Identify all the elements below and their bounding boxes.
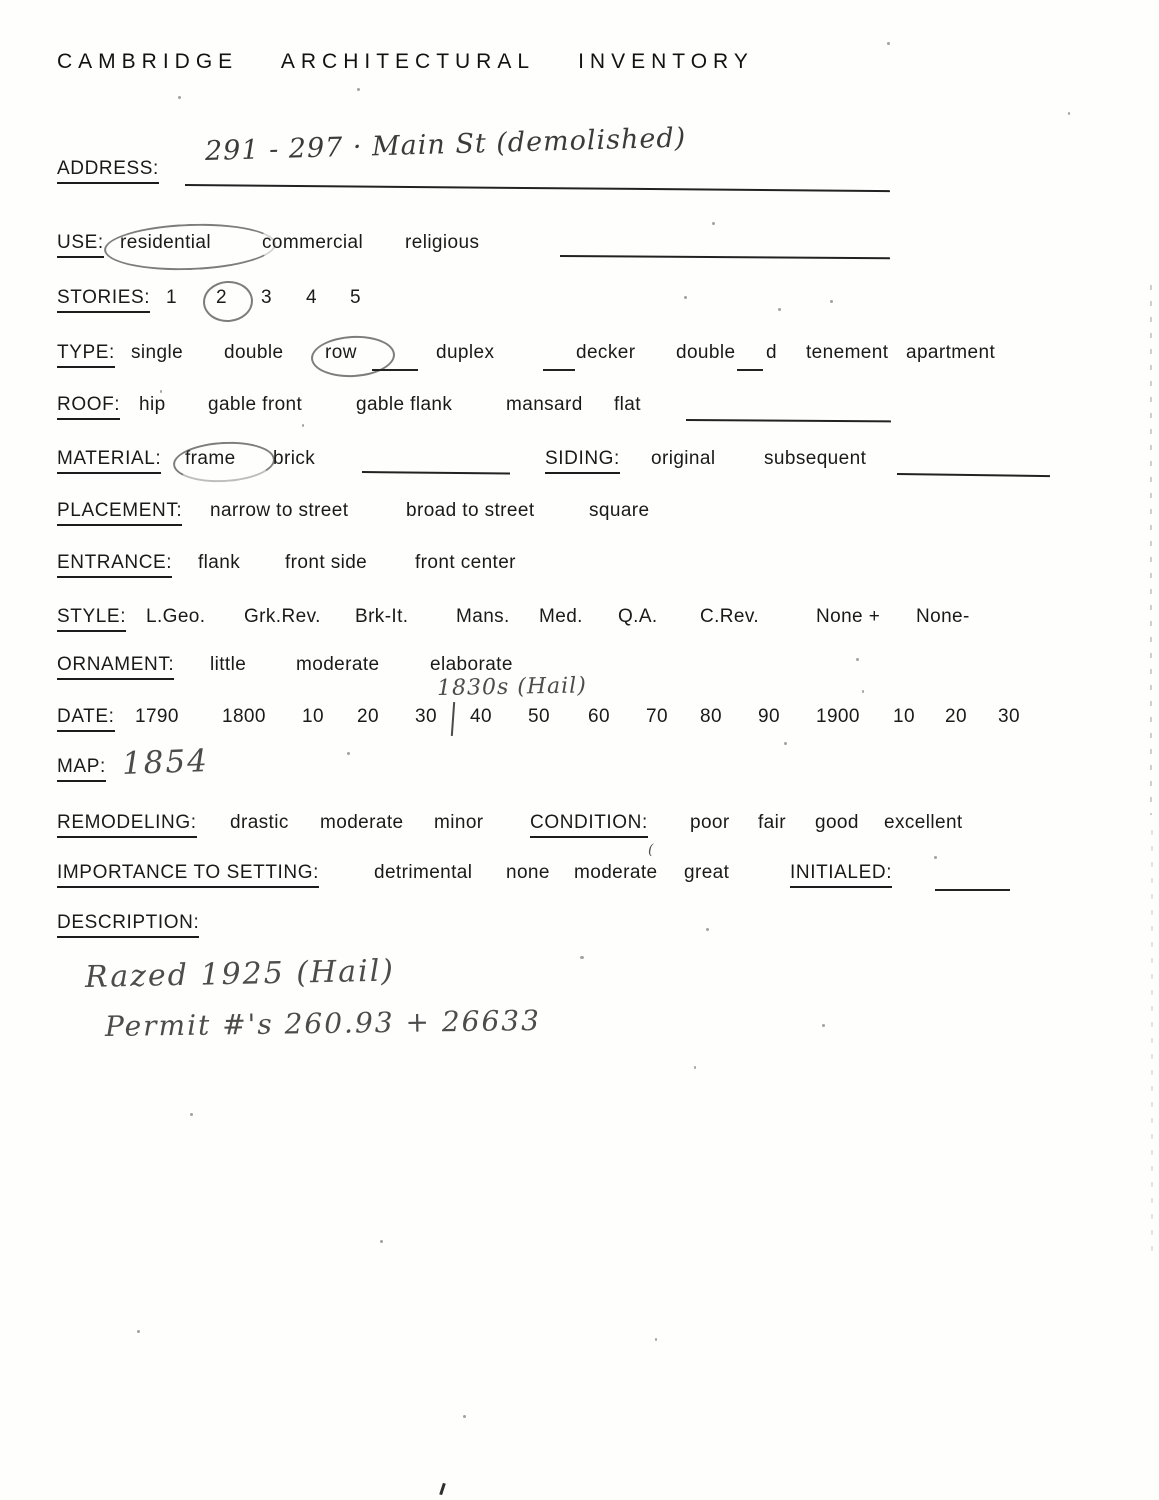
option-stories-3: 3 (261, 287, 272, 308)
address-blank-line (185, 183, 890, 192)
option-entrance-flank: flank (198, 552, 241, 573)
option-condition-fair: fair (758, 812, 786, 833)
remodeling-label: REMODELING: (57, 812, 197, 838)
option-material-frame: frame (185, 448, 236, 469)
option-type-d: d (766, 342, 777, 363)
siding-label: SIDING: (545, 448, 620, 474)
scan-speckle (934, 856, 937, 859)
scan-speckle (463, 1415, 466, 1418)
option-type-double-d: double (676, 342, 736, 363)
option-style-qa: Q.A. (618, 606, 658, 627)
option-date-10: 10 (302, 706, 324, 727)
pen-tick-bottom (439, 1483, 446, 1495)
scan-speckle (160, 390, 162, 393)
option-date-20: 20 (357, 706, 379, 727)
option-date-80: 80 (700, 706, 722, 727)
initialed-blank-line (935, 888, 1010, 891)
address-row (0, 122, 1159, 192)
option-entrance-front-side: front side (285, 552, 368, 573)
option-type-row: row (325, 342, 357, 363)
page-title: CAMBRIDGE ARCHITECTURAL INVENTORY (57, 50, 754, 73)
option-placement-square: square (589, 500, 650, 521)
description-handwritten-line-1: Razed 1925 (Hail) (84, 953, 396, 995)
option-date-70: 70 (646, 706, 668, 727)
option-ornament-moderate: moderate (296, 654, 380, 675)
material-row (0, 448, 1159, 482)
use-row (0, 232, 1159, 266)
option-style-grkrev: Grk.Rev. (244, 606, 321, 627)
date-handwritten-slash (451, 702, 455, 736)
option-style-med: Med. (539, 606, 583, 627)
scan-speckle (347, 752, 350, 755)
option-ornament-elaborate: elaborate (430, 654, 513, 675)
option-stories-2: 2 (216, 287, 227, 308)
option-date-50: 50 (528, 706, 550, 727)
option-remodeling-drastic: drastic (230, 812, 289, 833)
scan-edge-line (1150, 285, 1152, 815)
remodeling-row (0, 812, 1159, 858)
condition-pen-tick: ( (648, 842, 654, 858)
option-style-crev: C.Rev. (700, 606, 760, 627)
placement-row (0, 500, 1159, 534)
scan-speckle (580, 956, 584, 959)
option-stories-5: 5 (350, 287, 361, 308)
placement-label: PLACEMENT: (57, 500, 182, 526)
style-label: STYLE: (57, 606, 126, 632)
roof-row (0, 394, 1159, 428)
option-roof-mansard: mansard (506, 394, 583, 415)
scan-speckle (380, 1240, 383, 1243)
option-use-commercial: commercial (262, 232, 364, 253)
option-style-lgeo: L.Geo. (146, 606, 206, 627)
scan-speckle (778, 308, 781, 311)
description-row (0, 912, 1159, 946)
option-date-1910: 10 (893, 706, 915, 727)
scan-speckle (706, 928, 709, 931)
option-type-decker: decker (576, 342, 636, 363)
material-label: MATERIAL: (57, 448, 161, 474)
description-label: DESCRIPTION: (57, 912, 199, 938)
scan-edge-line-2 (1151, 830, 1153, 1260)
option-date-90: 90 (758, 706, 780, 727)
scan-speckle (655, 1338, 657, 1341)
siding-blank-line (897, 472, 1050, 477)
scan-speckle (684, 296, 687, 299)
option-date-1920: 20 (945, 706, 967, 727)
option-type-duplex: duplex (436, 342, 495, 363)
map-row (0, 742, 1159, 790)
date-row (0, 706, 1159, 740)
option-importance-great: great (684, 862, 730, 883)
option-date-1800: 1800 (222, 706, 266, 727)
address-handwritten-value: 291 - 297 · Main St (demolished) (204, 122, 687, 167)
option-style-none-minus: None- (916, 606, 970, 627)
option-date-30: 30 (415, 706, 437, 727)
description-handwritten-line-2: Permit #'s 260.93 + 26633 (104, 1003, 542, 1043)
option-type-single: single (131, 342, 184, 363)
condition-label: CONDITION: (530, 812, 648, 838)
address-label: ADDRESS: (57, 158, 159, 184)
ornament-date-handwritten-note: 1830s (Hail) (436, 673, 588, 701)
option-siding-subsequent: subsequent (764, 448, 867, 469)
roof-label: ROOF: (57, 394, 120, 420)
option-condition-poor: poor (690, 812, 730, 833)
roof-blank-line (686, 418, 891, 422)
type-blank-before-decker (543, 368, 575, 371)
option-type-tenement: tenement (806, 342, 889, 363)
option-roof-flat: flat (614, 394, 641, 415)
scan-speckle (856, 658, 859, 661)
option-roof-gable-front: gable front (208, 394, 303, 415)
option-roof-gable-flank: gable flank (356, 394, 453, 415)
option-siding-original: original (651, 448, 716, 469)
option-placement-broad: broad to street (406, 500, 535, 521)
scan-speckle (694, 1066, 696, 1069)
use-blank-line (560, 254, 890, 259)
scan-speckle (830, 300, 833, 303)
scan-speckle (887, 42, 890, 45)
scan-speckle (357, 88, 360, 91)
option-date-60: 60 (588, 706, 610, 727)
circle-annotation-stories-2 (202, 279, 255, 323)
option-remodeling-moderate: moderate (320, 812, 404, 833)
option-entrance-front-center: front center (415, 552, 516, 573)
map-handwritten-value: 1854 (121, 742, 210, 782)
use-label: USE: (57, 232, 104, 258)
option-roof-hip: hip (139, 394, 166, 415)
option-material-brick: brick (273, 448, 316, 469)
scan-speckle (862, 690, 864, 693)
type-blank-double-d (737, 368, 763, 371)
scan-speckle (822, 1024, 825, 1027)
entrance-label: ENTRANCE: (57, 552, 172, 578)
style-row (0, 606, 1159, 640)
initialed-label: INITIALED: (790, 862, 892, 888)
option-importance-none: none (506, 862, 550, 883)
entrance-row (0, 552, 1159, 586)
scan-speckle (712, 222, 715, 225)
option-stories-4: 4 (306, 287, 317, 308)
option-date-1900: 1900 (816, 706, 860, 727)
scan-speckle (1068, 112, 1070, 115)
circle-annotation-frame (172, 439, 276, 484)
scan-speckle (178, 96, 181, 99)
material-blank-line (362, 470, 510, 475)
stories-label: STORIES: (57, 287, 150, 313)
option-importance-detrimental: detrimental (374, 862, 473, 883)
option-type-apartment: apartment (906, 342, 996, 363)
option-remodeling-minor: minor (434, 812, 484, 833)
circle-annotation-row (310, 334, 396, 379)
option-use-residential: residential (120, 232, 212, 253)
option-condition-excellent: excellent (884, 812, 963, 833)
ornament-row (0, 654, 1159, 701)
option-ornament-little: little (210, 654, 247, 675)
ornament-label: ORNAMENT: (57, 654, 174, 680)
map-label: MAP: (57, 756, 106, 782)
scan-speckle (137, 1330, 140, 1333)
circle-annotation-residential (103, 221, 277, 273)
scan-speckle (784, 742, 787, 745)
type-row (0, 342, 1159, 376)
option-type-double: double (224, 342, 284, 363)
option-stories-1: 1 (166, 287, 177, 308)
scan-speckle (190, 1113, 193, 1116)
importance-label: IMPORTANCE TO SETTING: (57, 862, 319, 888)
scan-speckle (302, 424, 304, 427)
option-style-mans: Mans. (456, 606, 510, 627)
option-date-1790: 1790 (135, 706, 179, 727)
stories-row (0, 287, 1159, 321)
option-style-none-plus: None + (816, 606, 881, 627)
option-condition-good: good (815, 812, 859, 833)
option-use-religious: religious (405, 232, 480, 253)
option-date-1930: 30 (998, 706, 1020, 727)
date-label: DATE: (57, 706, 115, 732)
option-date-40: 40 (470, 706, 492, 727)
option-placement-narrow: narrow to street (210, 500, 349, 521)
type-blank-after-row (372, 368, 418, 371)
option-importance-moderate: moderate (574, 862, 658, 883)
option-style-brkit: Brk-It. (355, 606, 409, 627)
type-label: TYPE: (57, 342, 115, 368)
importance-row (0, 862, 1159, 896)
